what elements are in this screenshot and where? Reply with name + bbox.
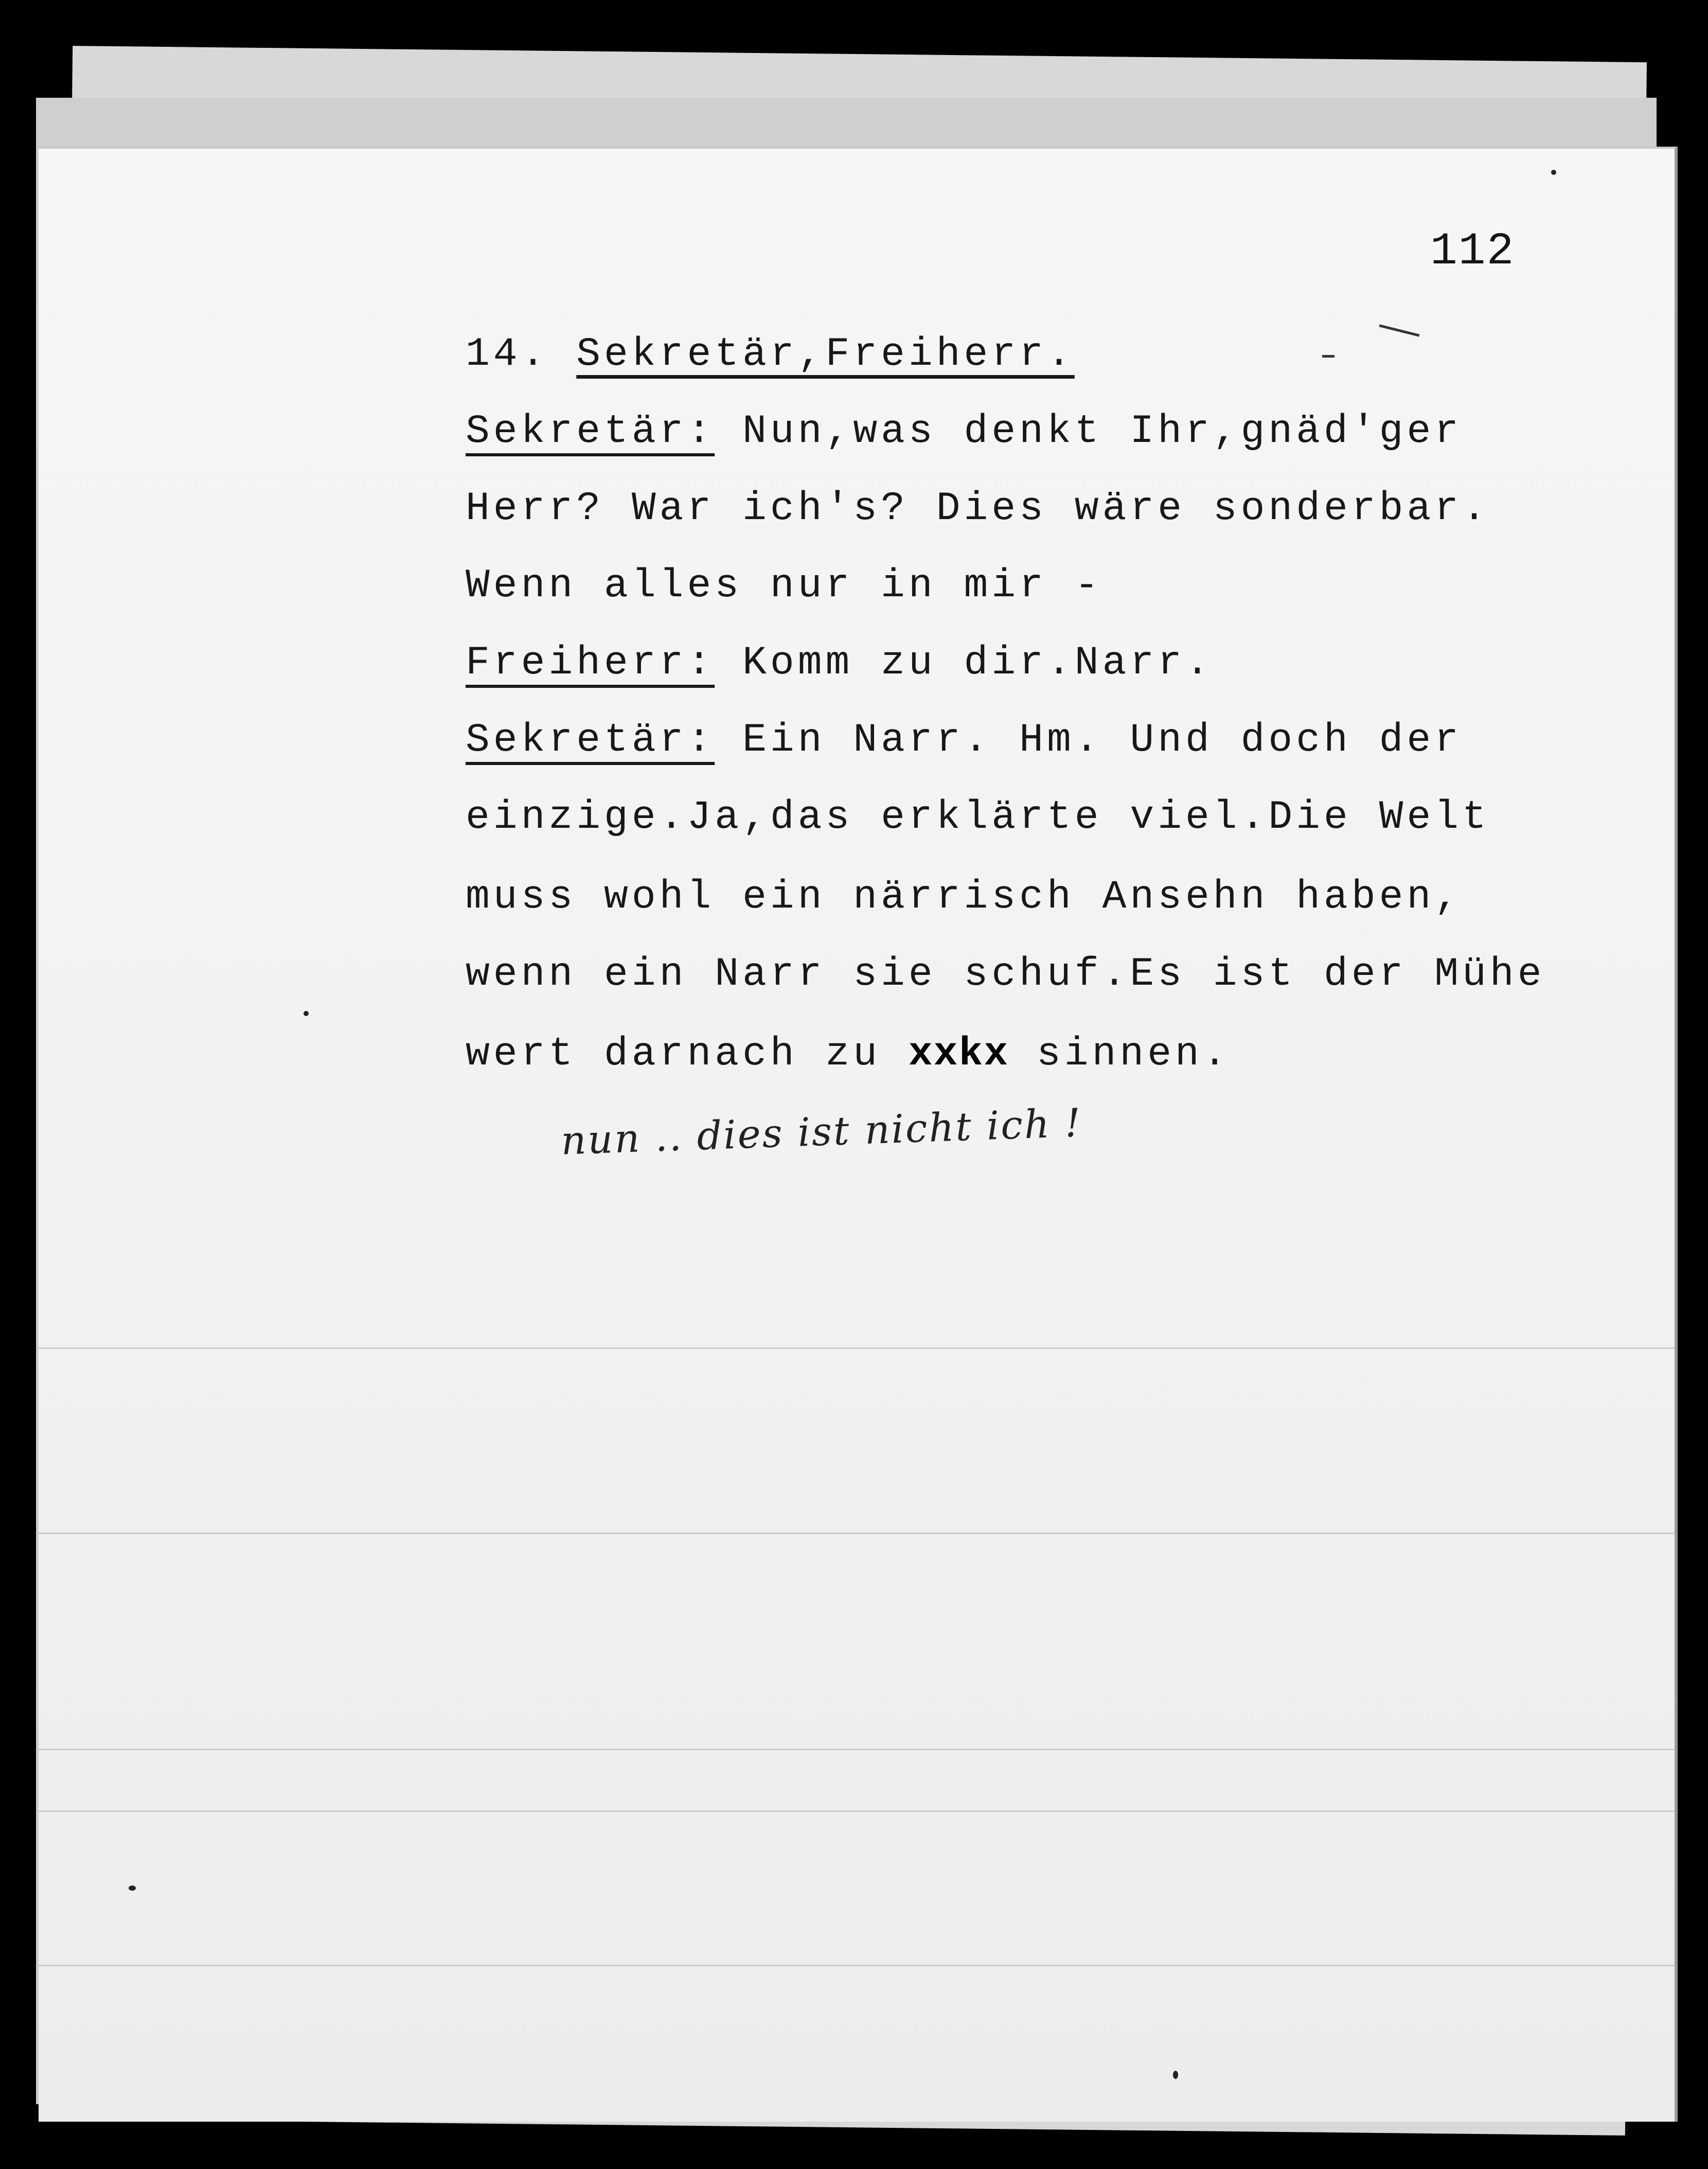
stray-mark	[304, 1011, 309, 1016]
speaker-label: Sekretär:	[466, 409, 715, 454]
text-line: Herr? War ich's? Dies wäre sonderbar.	[466, 486, 1490, 531]
handwritten-note: nun .. dies ist nicht ich !	[560, 1099, 1083, 1164]
line-text: Nun,was denkt Ihr,gnäd'ger	[715, 409, 1463, 454]
scene-heading	[466, 332, 1075, 377]
text-line	[466, 409, 1462, 454]
scene-title: Sekretär,Freiherr.	[576, 332, 1075, 377]
text-line: wenn ein Narr sie schuf.Es ist der Mühe	[466, 952, 1545, 997]
struck-out-word: xxkx	[908, 1032, 1009, 1077]
stray-mark	[1322, 355, 1335, 358]
text-line: Wenn alles nur in mir -	[466, 563, 1102, 609]
line-text: Ein Narr. Hm. Und doch der	[715, 718, 1463, 763]
text-line	[466, 641, 1213, 686]
stray-mark	[1173, 2071, 1178, 2079]
stray-mark	[129, 1886, 136, 1891]
bleed-through-line	[39, 1347, 1675, 1349]
bleed-through-line	[39, 1810, 1675, 1812]
speaker-label: Freiherr:	[466, 641, 715, 686]
bleed-through-line	[39, 1965, 1675, 1966]
speaker-label: Sekretär:	[466, 718, 715, 763]
scene-number: 14.	[466, 332, 549, 377]
text-line	[466, 1032, 1231, 1077]
line-text: Komm zu dir.Narr.	[715, 641, 1213, 686]
stray-mark	[1551, 170, 1556, 175]
line-text: wert darnach zu	[466, 1032, 909, 1077]
bleed-through-line	[39, 1749, 1675, 1750]
line-text: sinnen.	[1009, 1032, 1231, 1077]
text-line: einzige.Ja,das erklärte viel.Die Welt	[466, 795, 1490, 840]
page-number: 112	[1430, 226, 1515, 277]
text-line	[466, 718, 1462, 763]
bleed-through-line	[39, 1533, 1675, 1534]
text-line: muss wohl ein närrisch Ansehn haben,	[466, 875, 1463, 920]
